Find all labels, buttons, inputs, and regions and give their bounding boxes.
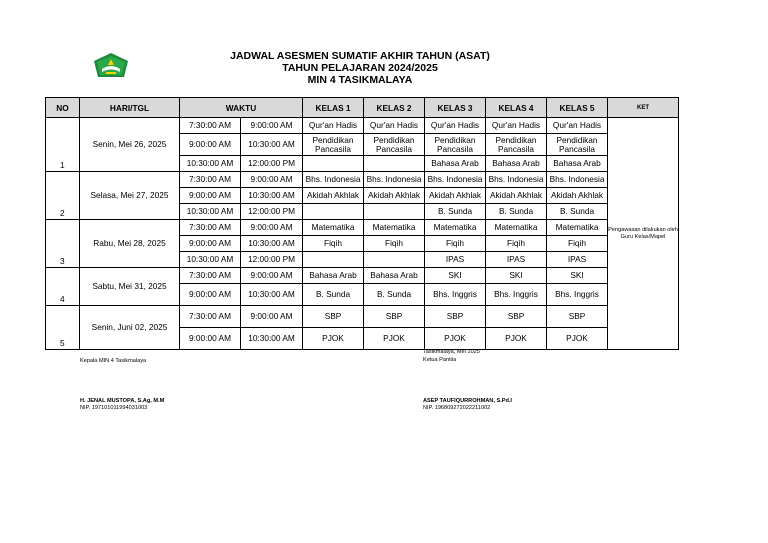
- subject-kelas-2: Pendidikan Pancasila: [364, 134, 425, 156]
- subject-kelas-5: SKI: [547, 268, 608, 284]
- subject-kelas-2: SBP: [364, 306, 425, 328]
- table-row: [46, 172, 679, 188]
- day-date: Senin, Juni 02, 2025: [80, 306, 180, 350]
- subject-kelas-3: Fiqih: [425, 236, 486, 252]
- header-kelas-3: KELAS 3: [425, 98, 486, 118]
- committee-title: Ketua Panitia: [423, 357, 457, 363]
- start-time: 7:30:00 AM: [180, 172, 241, 188]
- table-row: [46, 118, 679, 134]
- start-time: 7:30:00 AM: [180, 220, 241, 236]
- subject-kelas-3: PJOK: [425, 328, 486, 350]
- start-time: 9:00:00 AM: [180, 236, 241, 252]
- start-time: 10:30:00 AM: [180, 156, 241, 172]
- header-ket: KET: [608, 98, 679, 118]
- subject-kelas-5: Bhs. Indonesia: [547, 172, 608, 188]
- title-line-1: JADWAL ASESMEN SUMATIF AKHIR TAHUN (ASAT): [230, 50, 490, 62]
- committee-nip: NIP. 196809272022211002: [423, 405, 491, 411]
- subject-kelas-1: Pendidikan Pancasila: [303, 134, 364, 156]
- subject-kelas-4: SKI: [486, 268, 547, 284]
- table-row: [46, 220, 679, 236]
- subject-kelas-2: [364, 204, 425, 220]
- subject-kelas-5: Qur'an Hadis: [547, 118, 608, 134]
- subject-kelas-1: [303, 252, 364, 268]
- subject-kelas-1: PJOK: [303, 328, 364, 350]
- principal-nip: NIP. 197101011994031003: [80, 405, 148, 411]
- subject-kelas-4: Qur'an Hadis: [486, 118, 547, 134]
- subject-kelas-4: PJOK: [486, 328, 547, 350]
- day-number: 5: [46, 306, 80, 350]
- subject-kelas-3: Bahasa Arab: [425, 156, 486, 172]
- subject-kelas-1: Matematika: [303, 220, 364, 236]
- day-date: Rabu, Mei 28, 2025: [80, 220, 180, 268]
- subject-kelas-5: SBP: [547, 306, 608, 328]
- subject-kelas-5: PJOK: [547, 328, 608, 350]
- subject-kelas-3: Pendidikan Pancasila: [425, 134, 486, 156]
- header-row: [46, 98, 679, 118]
- subject-kelas-5: IPAS: [547, 252, 608, 268]
- day-number: 2: [46, 172, 80, 220]
- subject-kelas-3: IPAS: [425, 252, 486, 268]
- end-time: 9:00:00 AM: [241, 220, 303, 236]
- end-time: 10:30:00 AM: [241, 284, 303, 306]
- title-line-2: TAHUN PELAJARAN 2024/2025: [282, 62, 438, 74]
- day-number: 3: [46, 220, 80, 268]
- end-time: 9:00:00 AM: [241, 306, 303, 328]
- subject-kelas-5: Bhs. Inggris: [547, 284, 608, 306]
- end-time: 12:00:00 PM: [241, 204, 303, 220]
- subject-kelas-1: Fiqih: [303, 236, 364, 252]
- subject-kelas-1: SBP: [303, 306, 364, 328]
- header-hari: HARI/TGL: [80, 98, 180, 118]
- subject-kelas-2: [364, 156, 425, 172]
- start-time: 7:30:00 AM: [180, 306, 241, 328]
- subject-kelas-4: Akidah Akhlak: [486, 188, 547, 204]
- subject-kelas-1: [303, 156, 364, 172]
- subject-kelas-3: Bhs. Indonesia: [425, 172, 486, 188]
- end-time: 9:00:00 AM: [241, 268, 303, 284]
- subject-kelas-2: Matematika: [364, 220, 425, 236]
- header-waktu: WAKTU: [180, 98, 303, 118]
- place-date: Tasikmalaya, Mei 2025: [423, 349, 480, 355]
- end-time: 9:00:00 AM: [241, 172, 303, 188]
- subject-kelas-2: [364, 252, 425, 268]
- subject-kelas-5: Pendidikan Pancasila: [547, 134, 608, 156]
- header-kelas-5: KELAS 5: [547, 98, 608, 118]
- table-row: [46, 268, 679, 284]
- principal-title: Kepala MIN 4 Tasikmalaya: [80, 358, 147, 364]
- end-time: 12:00:00 PM: [241, 252, 303, 268]
- subject-kelas-4: IPAS: [486, 252, 547, 268]
- day-number: 1: [46, 118, 80, 172]
- end-time: 12:00:00 PM: [241, 156, 303, 172]
- subject-kelas-4: Fiqih: [486, 236, 547, 252]
- subject-kelas-5: Bahasa Arab: [547, 156, 608, 172]
- day-number: 4: [46, 268, 80, 306]
- subject-kelas-5: Akidah Akhlak: [547, 188, 608, 204]
- subject-kelas-1: B. Sunda: [303, 284, 364, 306]
- start-time: 10:30:00 AM: [180, 204, 241, 220]
- subject-kelas-2: Akidah Akhlak: [364, 188, 425, 204]
- subject-kelas-2: Fiqih: [364, 236, 425, 252]
- table-row: [46, 306, 679, 328]
- schedule-table: [45, 97, 679, 350]
- start-time: 9:00:00 AM: [180, 134, 241, 156]
- subject-kelas-2: B. Sunda: [364, 284, 425, 306]
- subject-kelas-5: Fiqih: [547, 236, 608, 252]
- end-time: 9:00:00 AM: [241, 118, 303, 134]
- committee-name: ASEP TAUFIQURROHMAN, S.Pd.I: [423, 398, 512, 404]
- subject-kelas-1: [303, 204, 364, 220]
- header-no: NO: [46, 98, 80, 118]
- day-date: Senin, Mei 26, 2025: [80, 118, 180, 172]
- start-time: 9:00:00 AM: [180, 188, 241, 204]
- title-line-3: MIN 4 TASIKMALAYA: [307, 74, 413, 86]
- subject-kelas-2: Qur'an Hadis: [364, 118, 425, 134]
- header-kelas-4: KELAS 4: [486, 98, 547, 118]
- start-time: 7:30:00 AM: [180, 268, 241, 284]
- start-time: 10:30:00 AM: [180, 252, 241, 268]
- subject-kelas-1: Qur'an Hadis: [303, 118, 364, 134]
- end-time: 10:30:00 AM: [241, 328, 303, 350]
- subject-kelas-3: B. Sunda: [425, 204, 486, 220]
- subject-kelas-4: Bhs. Indonesia: [486, 172, 547, 188]
- subject-kelas-3: SBP: [425, 306, 486, 328]
- day-date: Selasa, Mei 27, 2025: [80, 172, 180, 220]
- subject-kelas-5: B. Sunda: [547, 204, 608, 220]
- start-time: 9:00:00 AM: [180, 284, 241, 306]
- subject-kelas-1: Akidah Akhlak: [303, 188, 364, 204]
- end-time: 10:30:00 AM: [241, 188, 303, 204]
- start-time: 9:00:00 AM: [180, 328, 241, 350]
- end-time: 10:30:00 AM: [241, 134, 303, 156]
- subject-kelas-3: SKI: [425, 268, 486, 284]
- subject-kelas-4: Bhs. Inggris: [486, 284, 547, 306]
- header-kelas-1: KELAS 1: [303, 98, 364, 118]
- subject-kelas-4: Bahasa Arab: [486, 156, 547, 172]
- subject-kelas-3: Bhs. Inggris: [425, 284, 486, 306]
- subject-kelas-2: Bahasa Arab: [364, 268, 425, 284]
- day-date: Sabtu, Mei 31, 2025: [80, 268, 180, 306]
- subject-kelas-5: Matematika: [547, 220, 608, 236]
- ket-note: Pengawasan dilakukan oleh Guru Kelas/Mapel: [608, 118, 679, 350]
- subject-kelas-4: Pendidikan Pancasila: [486, 134, 547, 156]
- principal-name: H. JENAL MUSTOPA, S.Ag, M.M: [80, 398, 165, 404]
- end-time: 10:30:00 AM: [241, 236, 303, 252]
- subject-kelas-4: SBP: [486, 306, 547, 328]
- subject-kelas-3: Qur'an Hadis: [425, 118, 486, 134]
- subject-kelas-1: Bhs. Indonesia: [303, 172, 364, 188]
- subject-kelas-3: Matematika: [425, 220, 486, 236]
- subject-kelas-4: Matematika: [486, 220, 547, 236]
- subject-kelas-3: Akidah Akhlak: [425, 188, 486, 204]
- start-time: 7:30:00 AM: [180, 118, 241, 134]
- subject-kelas-2: PJOK: [364, 328, 425, 350]
- subject-kelas-4: B. Sunda: [486, 204, 547, 220]
- subject-kelas-2: Bhs. Indonesia: [364, 172, 425, 188]
- header-kelas-2: KELAS 2: [364, 98, 425, 118]
- subject-kelas-1: Bahasa Arab: [303, 268, 364, 284]
- kemenag-logo: [92, 52, 130, 80]
